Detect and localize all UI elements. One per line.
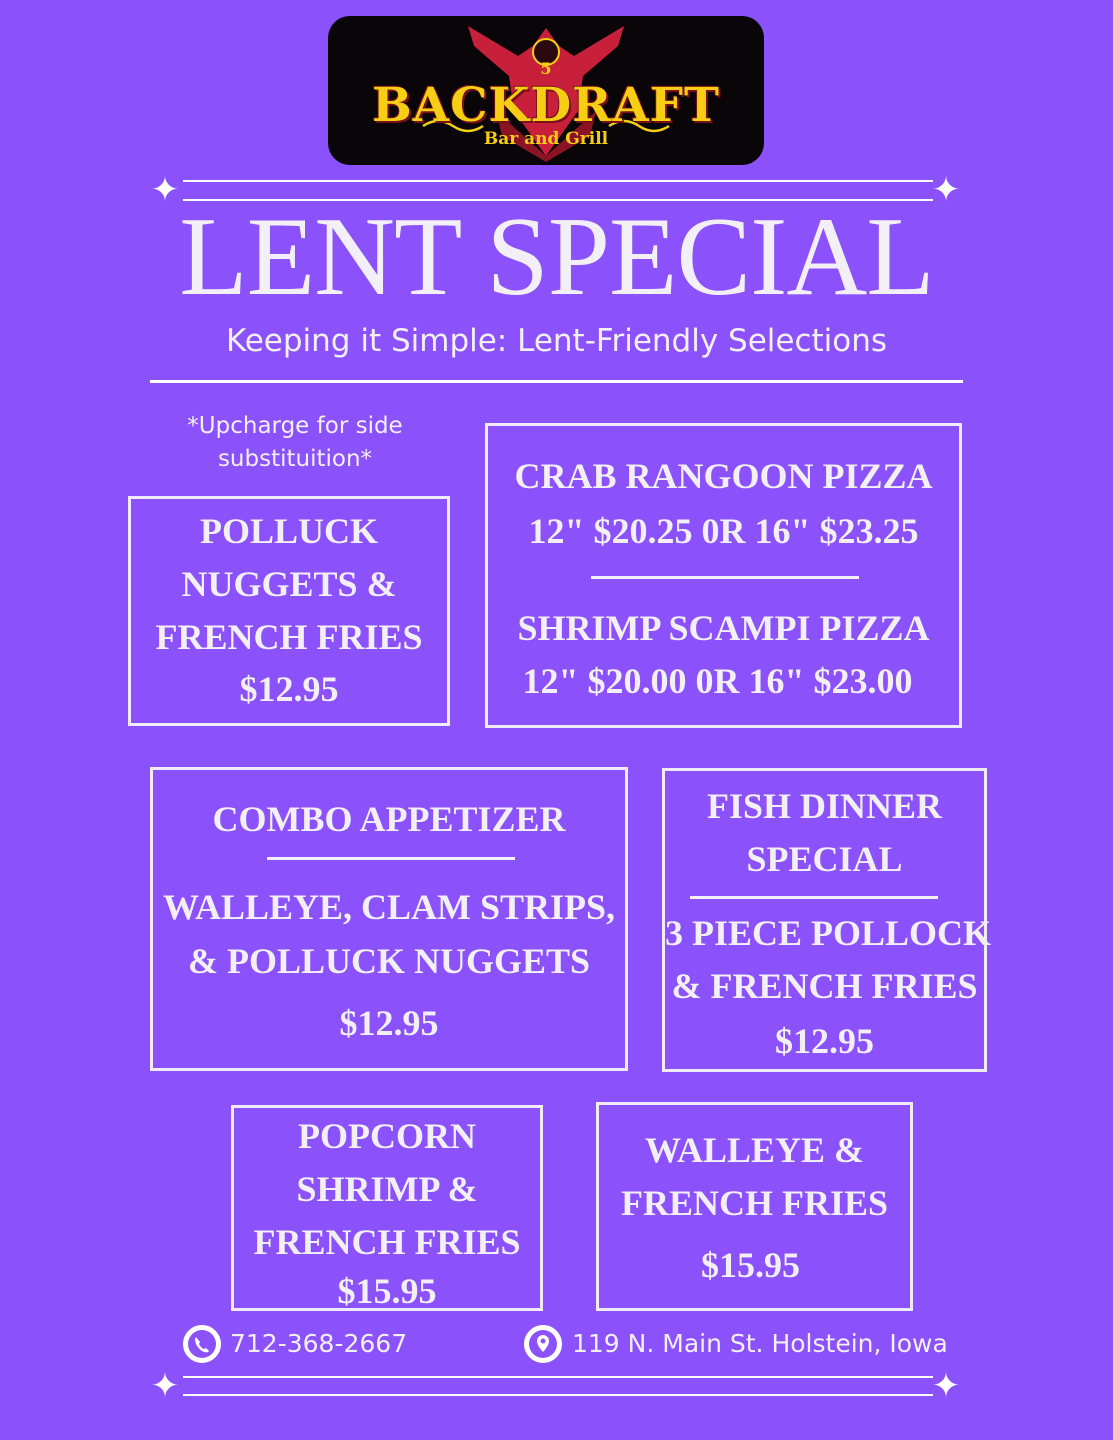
- page-title: LENT SPECIAL: [179, 195, 934, 319]
- sparkle-icon: ✦: [150, 1366, 180, 1406]
- address[interactable]: 119 N. Main St. Holstein, Iowa: [572, 1329, 948, 1358]
- menu-item-combo-appetizer: [150, 767, 628, 1071]
- item-price: $12.95: [339, 1003, 439, 1043]
- item-price: $15.95: [701, 1245, 800, 1285]
- note-line: *Upcharge for side: [187, 413, 403, 439]
- item-price: $12.95: [239, 669, 339, 709]
- item-divider: [690, 896, 938, 899]
- item-divider: [267, 857, 515, 860]
- logo-name: BACKDRAFT: [371, 78, 721, 133]
- item-description: & FRENCH FRIES: [671, 966, 978, 1006]
- item-description: WALLEYE, CLAM STRIPS,: [162, 887, 616, 927]
- item-divider: [591, 576, 859, 579]
- backdraft-logo: [328, 16, 764, 165]
- sparkle-icon: ✦: [150, 170, 180, 210]
- item-description: 3 PIECE POLLOCK: [665, 913, 992, 953]
- item-name: WALLEYE &: [644, 1130, 865, 1170]
- sparkle-icon: ✦: [931, 170, 961, 210]
- item-name: FISH DINNER: [706, 786, 943, 826]
- item-name: CRAB RANGOON PIZZA: [514, 456, 933, 496]
- bottom-rule-upper: [183, 1376, 933, 1378]
- menu-item-fish-dinner: [662, 768, 992, 1072]
- page-subtitle: Keeping it Simple: Lent-Friendly Selections: [225, 323, 888, 359]
- menu-item-popcorn-shrimp: [231, 1105, 543, 1311]
- upcharge-note: [150, 410, 440, 476]
- item-name: FRENCH FRIES: [155, 617, 423, 657]
- item-price: $15.95: [337, 1271, 437, 1311]
- item-name: POPCORN: [298, 1116, 476, 1156]
- title-divider: [150, 380, 963, 383]
- menu-item-polluck-nuggets: [128, 496, 450, 726]
- menu-item-walleye: [596, 1102, 913, 1311]
- item-name: POLLUCK: [199, 511, 378, 551]
- item-price: 12" $20.25 0R 16" $23.25: [528, 511, 919, 551]
- phone-icon: [183, 1325, 221, 1363]
- item-price: 12" $20.00 0R 16" $23.00: [522, 661, 913, 701]
- logo-number: 5: [540, 59, 552, 78]
- note-line: substituition*: [217, 446, 373, 472]
- item-name: FRENCH FRIES: [620, 1183, 889, 1223]
- item-name: COMBO APPETIZER: [212, 799, 566, 839]
- menu-item-pizzas: [485, 423, 962, 728]
- top-rule-upper: [183, 180, 933, 182]
- item-name: SHRIMP &: [296, 1169, 478, 1209]
- item-name: FRENCH FRIES: [253, 1222, 521, 1262]
- item-description: & POLLUCK NUGGETS: [187, 941, 591, 981]
- item-name: NUGGETS &: [181, 564, 397, 604]
- item-price: $12.95: [775, 1021, 874, 1061]
- bottom-rule-lower: [183, 1394, 933, 1396]
- item-name: SHRIMP SCAMPI PIZZA: [517, 608, 930, 648]
- phone-number[interactable]: 712-368-2667: [230, 1329, 408, 1358]
- item-name: SPECIAL: [746, 839, 903, 879]
- sparkle-icon: ✦: [931, 1366, 961, 1406]
- logo-subtitle: Bar and Grill: [483, 129, 609, 149]
- location-pin-icon: [524, 1325, 562, 1363]
